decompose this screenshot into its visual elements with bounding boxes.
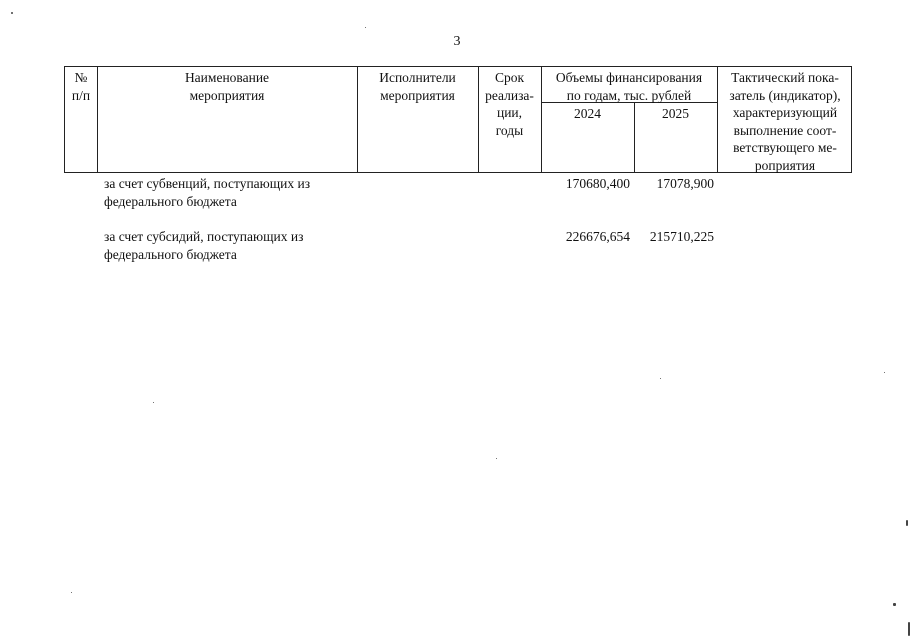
scan-speck (496, 458, 497, 459)
header-indicator-line6: роприятия (754, 157, 816, 173)
header-term-line2: реализа- (485, 87, 534, 103)
scan-speck (71, 592, 72, 593)
header-term-line3: ции, (496, 105, 523, 120)
table-row-name (104, 228, 384, 264)
page-number: 3 (453, 34, 461, 49)
header-year-2025: 2025 (662, 106, 689, 121)
header-executors-line2: мероприятия (380, 87, 455, 103)
row1-name-line2: федерального бюджета (104, 194, 237, 209)
scan-speck (660, 378, 661, 379)
header-term (478, 69, 541, 139)
row2-name-line1: за счет субсидий, поступающих из (104, 229, 304, 244)
header-name (97, 69, 357, 104)
header-indicator-line4: выполнение соот- (733, 122, 837, 138)
header-num-line1: № (74, 70, 88, 85)
header-year-2024: 2024 (574, 106, 601, 121)
scan-speck (893, 603, 896, 606)
header-indicator-line3: характеризующий (732, 105, 838, 120)
row2-name-line2: федерального бюджета (104, 247, 237, 262)
header-executors-line1: Исполнители (379, 70, 456, 85)
header-funding-line2: по годам, тыс. рублей (566, 87, 692, 103)
scan-speck (884, 372, 885, 373)
header-indicator-line5: ветствующего ме- (733, 140, 837, 155)
row1-value-2024: 170680,400 (565, 176, 630, 191)
header-funding (541, 69, 717, 104)
header-num-line2: п/п (71, 87, 91, 103)
scan-speck (365, 27, 366, 28)
header-funding-line1: Объемы финансирования (555, 70, 703, 85)
row1-name-line1: за счет субвенций, поступающих из (104, 176, 311, 191)
header-name-line1: Наименование (184, 70, 270, 85)
header-name-line2: мероприятия (189, 87, 265, 103)
scan-speck (906, 520, 908, 526)
table-header (64, 66, 852, 173)
header-term-line4: годы (495, 122, 524, 138)
header-indicator (717, 69, 853, 174)
header-num (65, 69, 97, 104)
scan-speck (153, 402, 154, 403)
header-term-line1: Срок (494, 70, 525, 85)
scan-speck (908, 622, 910, 636)
header-indicator-line2: затель (индикатор), (729, 87, 841, 103)
row1-value-2025: 17078,900 (656, 176, 714, 191)
row2-value-2024: 226676,654 (565, 229, 630, 244)
table-row-name (104, 175, 384, 211)
header-indicator-line1: Тактический пока- (731, 70, 839, 85)
row2-value-2025: 215710,225 (649, 229, 714, 244)
header-executors (357, 69, 478, 104)
scan-speck (11, 12, 13, 14)
